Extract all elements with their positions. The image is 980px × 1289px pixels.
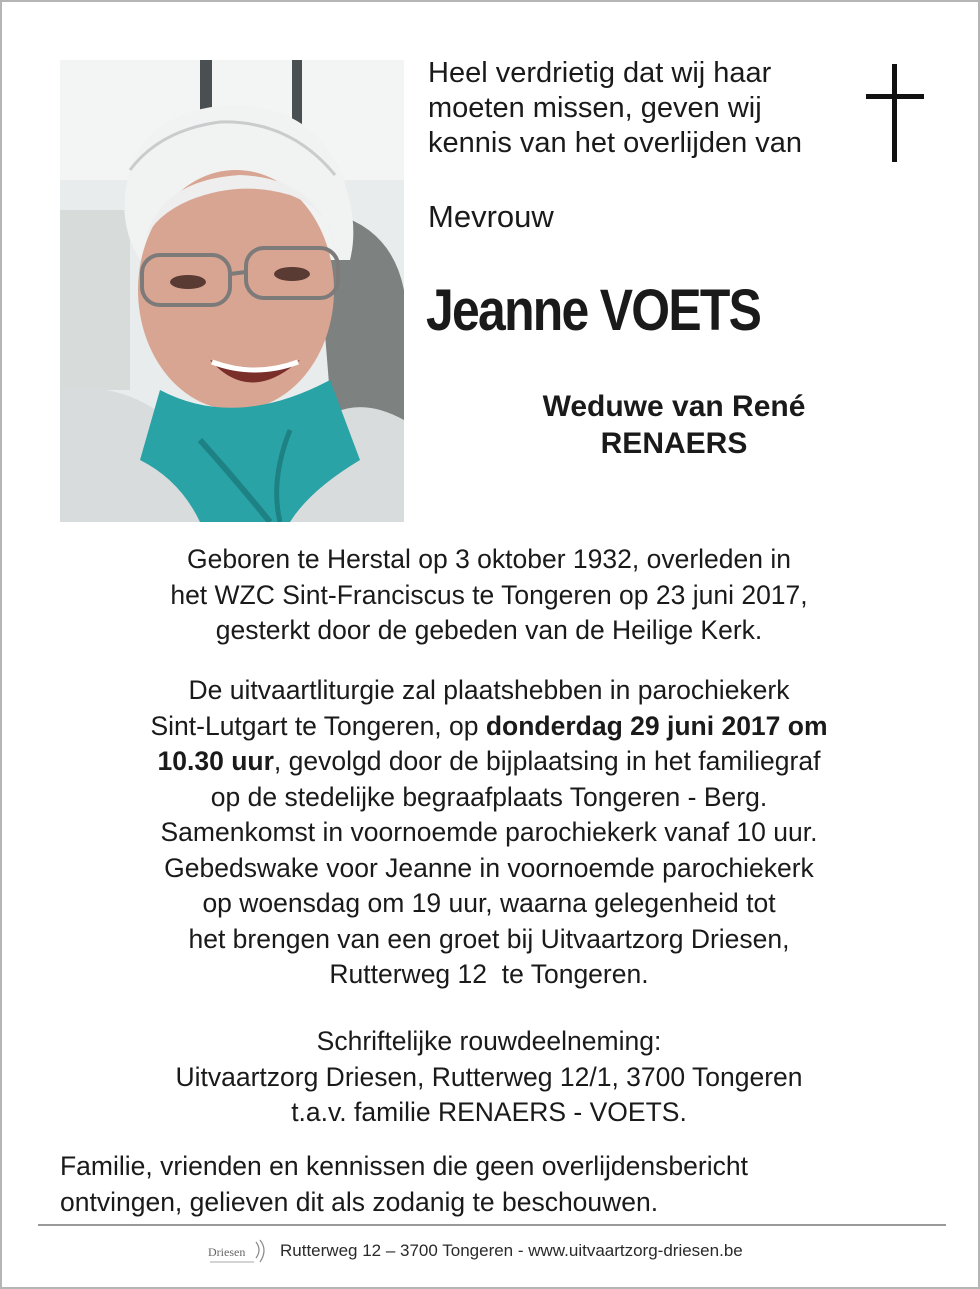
title-prefix: Mevrouw	[428, 199, 554, 234]
funeral-home-logo	[206, 1236, 272, 1270]
paragraph-line: ontvingen, gelieven dit als zodanig te beschouwen.	[60, 1186, 659, 1217]
paragraph-line: het WZC Sint-Franciscus te Tongeren op 23 juni 2017,	[170, 579, 808, 610]
paragraph-line: Rutterweg 12 te Tongeren.	[329, 959, 649, 989]
paragraph-line: Uitvaartzorg Driesen, Rutterweg 12/1, 3700 Tongeren	[175, 1061, 803, 1092]
paragraph-line: Geboren te Herstal op 3 oktober 1932, overleden in	[186, 544, 791, 574]
line-text: Sint-Lutgart te Tongeren, op	[150, 710, 486, 741]
paragraph-line: Familie, vrienden en kennissen die geen overlijdensbericht	[60, 1151, 748, 1181]
deceased-name: Jeanne VOETS	[426, 278, 761, 343]
intro-line: moeten missen, geven wij	[428, 92, 762, 124]
spouse-line: RENAERS	[600, 427, 748, 460]
footer-address: Rutterweg 12 – 3700 Tongeren - www.uitvaartzorg-driesen.be	[280, 1241, 743, 1260]
paragraph-line: op de stedelijke begraafplaats Tongeren - Berg.	[210, 781, 768, 812]
paragraph-line: t.a.v. familie RENAERS - VOETS.	[291, 1097, 687, 1127]
cross-icon	[866, 64, 924, 162]
intro-text	[428, 56, 848, 161]
paragraph-line	[42, 709, 936, 745]
spouse-info	[434, 388, 914, 462]
funeral-date-emphasis: donderdag 29 juni 2017 om	[485, 710, 828, 741]
paragraph-line: op woensdag om 19 uur, waarna gelegenheid tot	[202, 888, 776, 918]
portrait-photo	[60, 60, 404, 522]
funeral-time-emphasis: 10.30 uur	[157, 746, 274, 776]
birth-death-paragraph	[42, 542, 936, 649]
paragraph-line: Schriftelijke rouwdeelneming:	[316, 1026, 662, 1056]
footer-divider	[38, 1224, 946, 1226]
paragraph-line: De uitvaartliturgie zal plaatshebben in parochiekerk	[188, 675, 790, 705]
line-text: , gevolgd door de bijplaatsing in het familiegraf	[273, 746, 821, 776]
portrait-illustration	[60, 60, 404, 522]
paragraph-line	[42, 744, 936, 780]
intro-line: kennis van het overlijden van	[428, 127, 803, 159]
paragraph-line: gesterkt door de gebeden van de Heilige Kerk.	[215, 615, 763, 645]
spouse-line: Weduwe van René	[542, 390, 806, 423]
logo-text: Driesen	[208, 1245, 246, 1259]
paragraph-line: Samenkomst in voornoemde parochiekerk vanaf 10 uur.	[160, 817, 818, 847]
intro-line: Heel verdrietig dat wij haar	[428, 57, 772, 89]
paragraph-line: het brengen van een groet bij Uitvaartzorg Driesen,	[188, 923, 790, 954]
funeral-paragraph	[42, 673, 936, 993]
paragraph-line: Gebedswake voor Jeanne in voornoemde parochiekerk	[164, 852, 814, 883]
closing-paragraph	[60, 1149, 950, 1220]
condolence-paragraph	[42, 1024, 936, 1131]
